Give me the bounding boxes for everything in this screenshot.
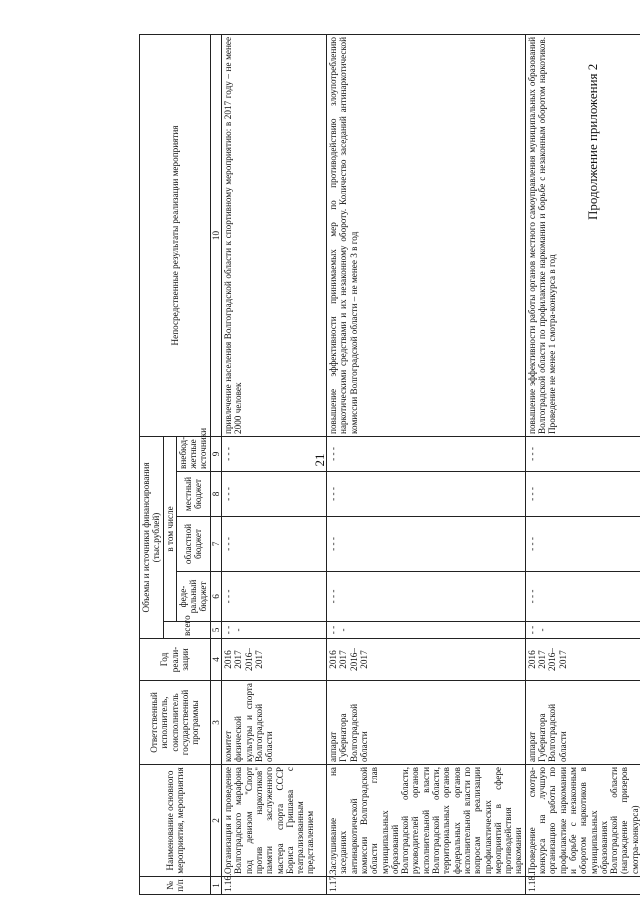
row-result: повышение эффективности принимаемых мер по противодействию злоупотреблению наркотическими средствами и их незаконному обороту. Количество заседаний антинаркотической комиссии Волгоградской области – не менее 3 в год: [327, 34, 526, 436]
header-name: Наименование основного мероприятия, мероприятия: [140, 765, 211, 877]
header-local: местный бюджет: [176, 472, 210, 517]
header-results: Непосредственные результаты реализации мероприятия: [140, 34, 211, 436]
header-regional: областной бюджет: [176, 517, 210, 572]
program-table: [139, 34, 640, 895]
header-funding: Объемы и источники финансирования (тыс.рублей): [140, 436, 164, 638]
row-name: Заслушивание на заседаниях антинаркотической комиссии Волгоградской области глав муниципальных образований Волгоградской области, руководителей органов исполнительной власти Волгоградской области, территориальных органов федеральных органов исполнительной власти по вопросам реализации профилактических мероприятий в сфере противодействия наркомании: [327, 765, 526, 877]
column-number-row: [210, 34, 221, 894]
row-local: - - -: [525, 472, 640, 517]
row-years: 2016 2017 2016–2017: [327, 639, 526, 681]
row-total: - - -: [222, 622, 327, 639]
header-extra: внебюд-жетные источники: [176, 436, 210, 471]
row-local: - - -: [222, 472, 327, 517]
row-total: - - -: [327, 622, 526, 639]
col-number: 4: [210, 639, 221, 681]
col-number: 6: [210, 572, 221, 622]
col-number: 2: [210, 765, 221, 877]
row-total: - - -: [525, 622, 640, 639]
row-regional: - - -: [525, 517, 640, 572]
row-name: Организация и проведение Волгоградского марафона под девизом "Спорт против наркотиков" памяти заслуженного мастера спорта СССР Бориса Гришаева с театрализованным представлением: [222, 765, 327, 877]
row-local: - - -: [327, 472, 526, 517]
col-number: 3: [210, 681, 221, 765]
table-row: [327, 34, 526, 894]
continuation-text: Продолжение приложения 2: [585, 63, 600, 220]
header-num: № п/п: [140, 877, 211, 895]
row-federal: - - -: [222, 572, 327, 622]
row-extra: - - -: [525, 436, 640, 471]
row-federal: - - -: [525, 572, 640, 622]
header-total: всего: [163, 622, 210, 639]
row-responsible: аппарат Губернатора Волгоградской области: [525, 681, 640, 765]
row-num: 1.17.: [327, 877, 526, 895]
col-number: 8: [210, 472, 221, 517]
row-extra: - - -: [327, 436, 526, 471]
header-including: в том числе: [163, 436, 176, 621]
row-years: 2016 2017 2016–2017: [222, 639, 327, 681]
row-name: Проведение смотра-конкурса на лучшую организацию работы по профилактике наркомании и борьбе с незаконным оборотом наркотиков в муниципальных образованиях Волгоградской области (награждение призеров смотра-конкурса): [525, 765, 640, 877]
row-years: 2016 2017 2016–2017: [525, 639, 640, 681]
header-responsible: Ответственный исполнитель, соисполнитель государственной программы: [140, 681, 211, 765]
row-federal: - - -: [327, 572, 526, 622]
row-regional: - - -: [222, 517, 327, 572]
col-number: 5: [210, 622, 221, 639]
table-row: [222, 34, 327, 894]
header-federal: феде-ральный бюджет: [176, 572, 210, 622]
page-number: 21: [312, 453, 327, 467]
header-row-1: [140, 34, 164, 894]
row-result: привлечение населения Волгоградской области к спортивному мероприятию: в 2017 году – не менее 2000 человек: [222, 34, 327, 436]
row-result: повышение эффективности работы органов местного самоуправления муниципальных образований Волгоградской области по профилактике наркомании и борьбе с незаконным оборотом наркотиков. Проведение не менее 1 смотра-конкурса в год: [525, 34, 640, 436]
row-num: 1.16.: [222, 877, 327, 895]
col-number: 7: [210, 517, 221, 572]
header-year: Год реали-зации: [140, 639, 211, 681]
table-row: [525, 34, 640, 894]
col-number: 1: [210, 877, 221, 895]
row-num: 1.18.: [525, 877, 640, 895]
row-responsible: аппарат Губернатора Волгоградской области: [327, 681, 526, 765]
col-number: 9: [210, 436, 221, 471]
row-responsible: комитет физической культуры и спорта Волгоградской области: [222, 681, 327, 765]
row-extra: - - -: [222, 436, 327, 471]
col-number: 10: [210, 34, 221, 436]
row-regional: - - -: [327, 517, 526, 572]
